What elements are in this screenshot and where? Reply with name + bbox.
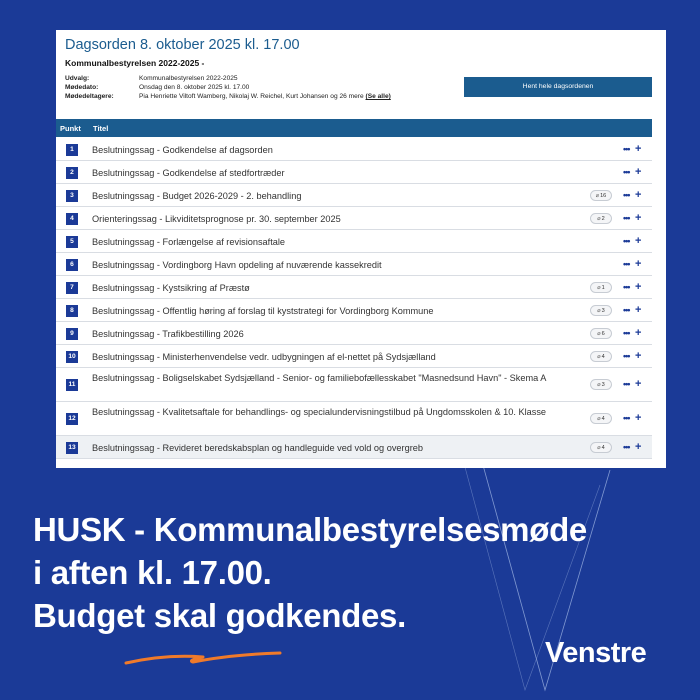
more-dots-icon[interactable]: ••• [623, 213, 630, 223]
item-number-badge: 5 [66, 236, 78, 248]
agenda-row[interactable] [56, 138, 652, 161]
attachment-count-badge[interactable] [590, 442, 612, 453]
plus-icon[interactable]: + [635, 304, 642, 316]
attachment-count-badge[interactable] [590, 351, 612, 362]
item-title-link[interactable]: Beslutningssag - Godkendelse af stedfortræder [92, 168, 285, 178]
agenda-row[interactable] [56, 276, 652, 299]
item-number-badge: 6 [66, 259, 78, 271]
plus-icon[interactable]: + [635, 281, 642, 293]
plus-icon[interactable]: + [635, 189, 642, 201]
agenda-row[interactable] [56, 436, 652, 459]
paperclip-icon: ⌀ [597, 285, 601, 291]
agenda-row[interactable] [56, 253, 652, 276]
attachment-count-badge[interactable] [590, 379, 612, 390]
attachment-count-badge[interactable] [590, 282, 612, 293]
agenda-row[interactable] [56, 299, 652, 322]
item-number-badge: 10 [66, 351, 78, 363]
plus-icon[interactable]: + [635, 378, 642, 390]
paperclip-icon: ⌀ [597, 331, 601, 337]
agenda-row[interactable] [56, 230, 652, 253]
more-dots-icon[interactable]: ••• [623, 144, 630, 154]
item-number-badge: 11 [66, 379, 78, 391]
item-number-badge: 4 [66, 213, 78, 225]
paperclip-icon: ⌀ [597, 382, 601, 388]
more-dots-icon[interactable]: ••• [623, 259, 630, 269]
paperclip-icon: ⌀ [597, 354, 601, 360]
column-header-titel: Titel [93, 124, 109, 133]
item-number-badge: 3 [66, 190, 78, 202]
headline-line-3: Budget skal godkendes. [33, 597, 406, 634]
headline-line-2: i aften kl. 17.00. [33, 554, 272, 591]
paperclip-icon: ⌀ [595, 193, 600, 199]
attachment-count: 3 [601, 382, 605, 388]
attachment-count: 6 [601, 331, 605, 337]
more-dots-icon[interactable]: ••• [623, 190, 630, 200]
table-header [56, 119, 652, 137]
more-dots-icon[interactable]: ••• [623, 167, 630, 177]
item-title-link[interactable]: Beslutningssag - Vordingborg Havn opdeling af nuværende kassekredit [92, 260, 382, 270]
see-all-link[interactable]: (Se alle) [365, 93, 391, 100]
attachment-count-badge[interactable] [590, 413, 612, 424]
item-number-badge: 1 [66, 144, 78, 156]
more-dots-icon[interactable]: ••• [623, 305, 630, 315]
item-title-link[interactable]: Beslutningssag - Boligselskabet Sydsjælland - Senior- og familiebofællesskabet "Masnedsund Havn" - Skema A [92, 373, 547, 383]
item-title-link[interactable]: Beslutningssag - Forlængelse af revisionsaftale [92, 237, 286, 247]
plus-icon[interactable]: + [635, 235, 642, 247]
more-dots-icon[interactable]: ••• [623, 351, 630, 361]
committee-name: Kommunalbestyrelsen 2022-2025 - [65, 58, 205, 68]
more-dots-icon[interactable]: ••• [623, 236, 630, 246]
plus-icon[interactable]: + [635, 327, 642, 339]
attachment-count: 2 [601, 216, 605, 222]
attachment-count: 4 [601, 416, 605, 422]
agenda-row[interactable] [56, 322, 652, 345]
fetch-full-agenda-button[interactable]: Hent hele dagsordenen [464, 77, 652, 97]
plus-icon[interactable]: + [635, 166, 642, 178]
udvalg-value: Kommunalbestyrelsen 2022-2025 [139, 75, 238, 82]
item-number-badge: 13 [66, 442, 78, 454]
plus-icon[interactable]: + [635, 212, 642, 224]
headline-line-1: HUSK - Kommunalbestyrelsesmøde [33, 511, 587, 548]
item-number-badge: 7 [66, 282, 78, 294]
item-title-link[interactable]: Beslutningssag - Revideret beredskabsplan og handleguide ved vold og overgreb [92, 443, 423, 453]
more-dots-icon[interactable]: ••• [623, 328, 630, 338]
item-number-badge: 12 [66, 413, 78, 425]
paperclip-icon: ⌀ [597, 308, 601, 314]
agenda-card [56, 30, 666, 468]
attachment-count: 4 [601, 354, 605, 360]
headline [33, 508, 587, 637]
more-dots-icon[interactable]: ••• [623, 379, 630, 389]
column-header-punkt: Punkt [60, 124, 81, 133]
agenda-title: Dagsorden 8. oktober 2025 kl. 17.00 [65, 37, 300, 53]
item-number-badge: 9 [66, 328, 78, 340]
item-title-link[interactable]: Beslutningssag - Offentlig høring af forslag til kyststrategi for Vordingborg Kommune [92, 306, 434, 316]
more-dots-icon[interactable]: ••• [623, 413, 630, 423]
agenda-row[interactable] [56, 402, 652, 436]
agenda-row[interactable] [56, 345, 652, 368]
attachment-count-badge[interactable] [590, 213, 612, 224]
date-value: Onsdag den 8. oktober 2025 kl. 17.00 [139, 84, 250, 91]
udvalg-label: Udvalg: [65, 75, 90, 82]
plus-icon[interactable]: + [635, 441, 642, 453]
item-title-link[interactable]: Orienteringssag - Likviditetsprognose pr. 30. september 2025 [92, 214, 341, 224]
attachment-count-badge[interactable] [590, 305, 612, 316]
more-dots-icon[interactable]: ••• [623, 282, 630, 292]
attachment-count: 3 [601, 308, 605, 314]
date-label: Mødedato: [65, 84, 99, 91]
item-number-badge: 8 [66, 305, 78, 317]
attachment-count-badge[interactable] [590, 328, 612, 339]
paperclip-icon: ⌀ [597, 416, 601, 422]
more-dots-icon[interactable]: ••• [623, 442, 630, 452]
agenda-row[interactable] [56, 207, 652, 230]
participants-value: Pia Henriette Viltoft Wamberg, Nikolaj W. Reichel, Kurt Johansen og 26 mere [139, 93, 364, 100]
plus-icon[interactable]: + [635, 350, 642, 362]
item-title-link[interactable]: Beslutningssag - Kvalitetsaftale for behandlings- og specialundervisningstilbud på Ungdomsskolen & 10. Klasse [92, 407, 547, 417]
paperclip-icon: ⌀ [597, 216, 601, 222]
agenda-row[interactable] [56, 184, 652, 207]
plus-icon[interactable]: + [635, 143, 642, 155]
plus-icon[interactable]: + [635, 412, 642, 424]
item-title-link[interactable]: Beslutningssag - Godkendelse af dagsorden [92, 145, 273, 155]
item-title-link[interactable]: Beslutningssag - Kystsikring af Præstø [92, 283, 250, 293]
attachment-count: 1 [601, 285, 605, 291]
item-title-link[interactable]: Beslutningssag - Ministerhenvendelse vedr. udbygningen af el-nettet på Sydsjælland [92, 352, 436, 362]
agenda-items-list [56, 138, 652, 459]
agenda-row[interactable] [56, 368, 652, 402]
attachment-count: 16 [600, 193, 607, 199]
meeting-meta [65, 74, 391, 101]
item-title-link[interactable]: Beslutningssag - Budget 2026-2029 - 2. behandling [92, 191, 302, 201]
paperclip-icon: ⌀ [597, 445, 601, 451]
agenda-row[interactable] [56, 161, 652, 184]
venstre-logo: Venstre [545, 637, 647, 669]
item-title-link[interactable]: Beslutningssag - Trafikbestilling 2026 [92, 329, 244, 339]
item-number-badge: 2 [66, 167, 78, 179]
orange-swoosh-underline [123, 648, 283, 668]
participants-label: Mødedeltagere: [65, 93, 114, 100]
plus-icon[interactable]: + [635, 258, 642, 270]
attachment-count: 4 [601, 445, 605, 451]
attachment-count-badge[interactable] [590, 190, 612, 201]
